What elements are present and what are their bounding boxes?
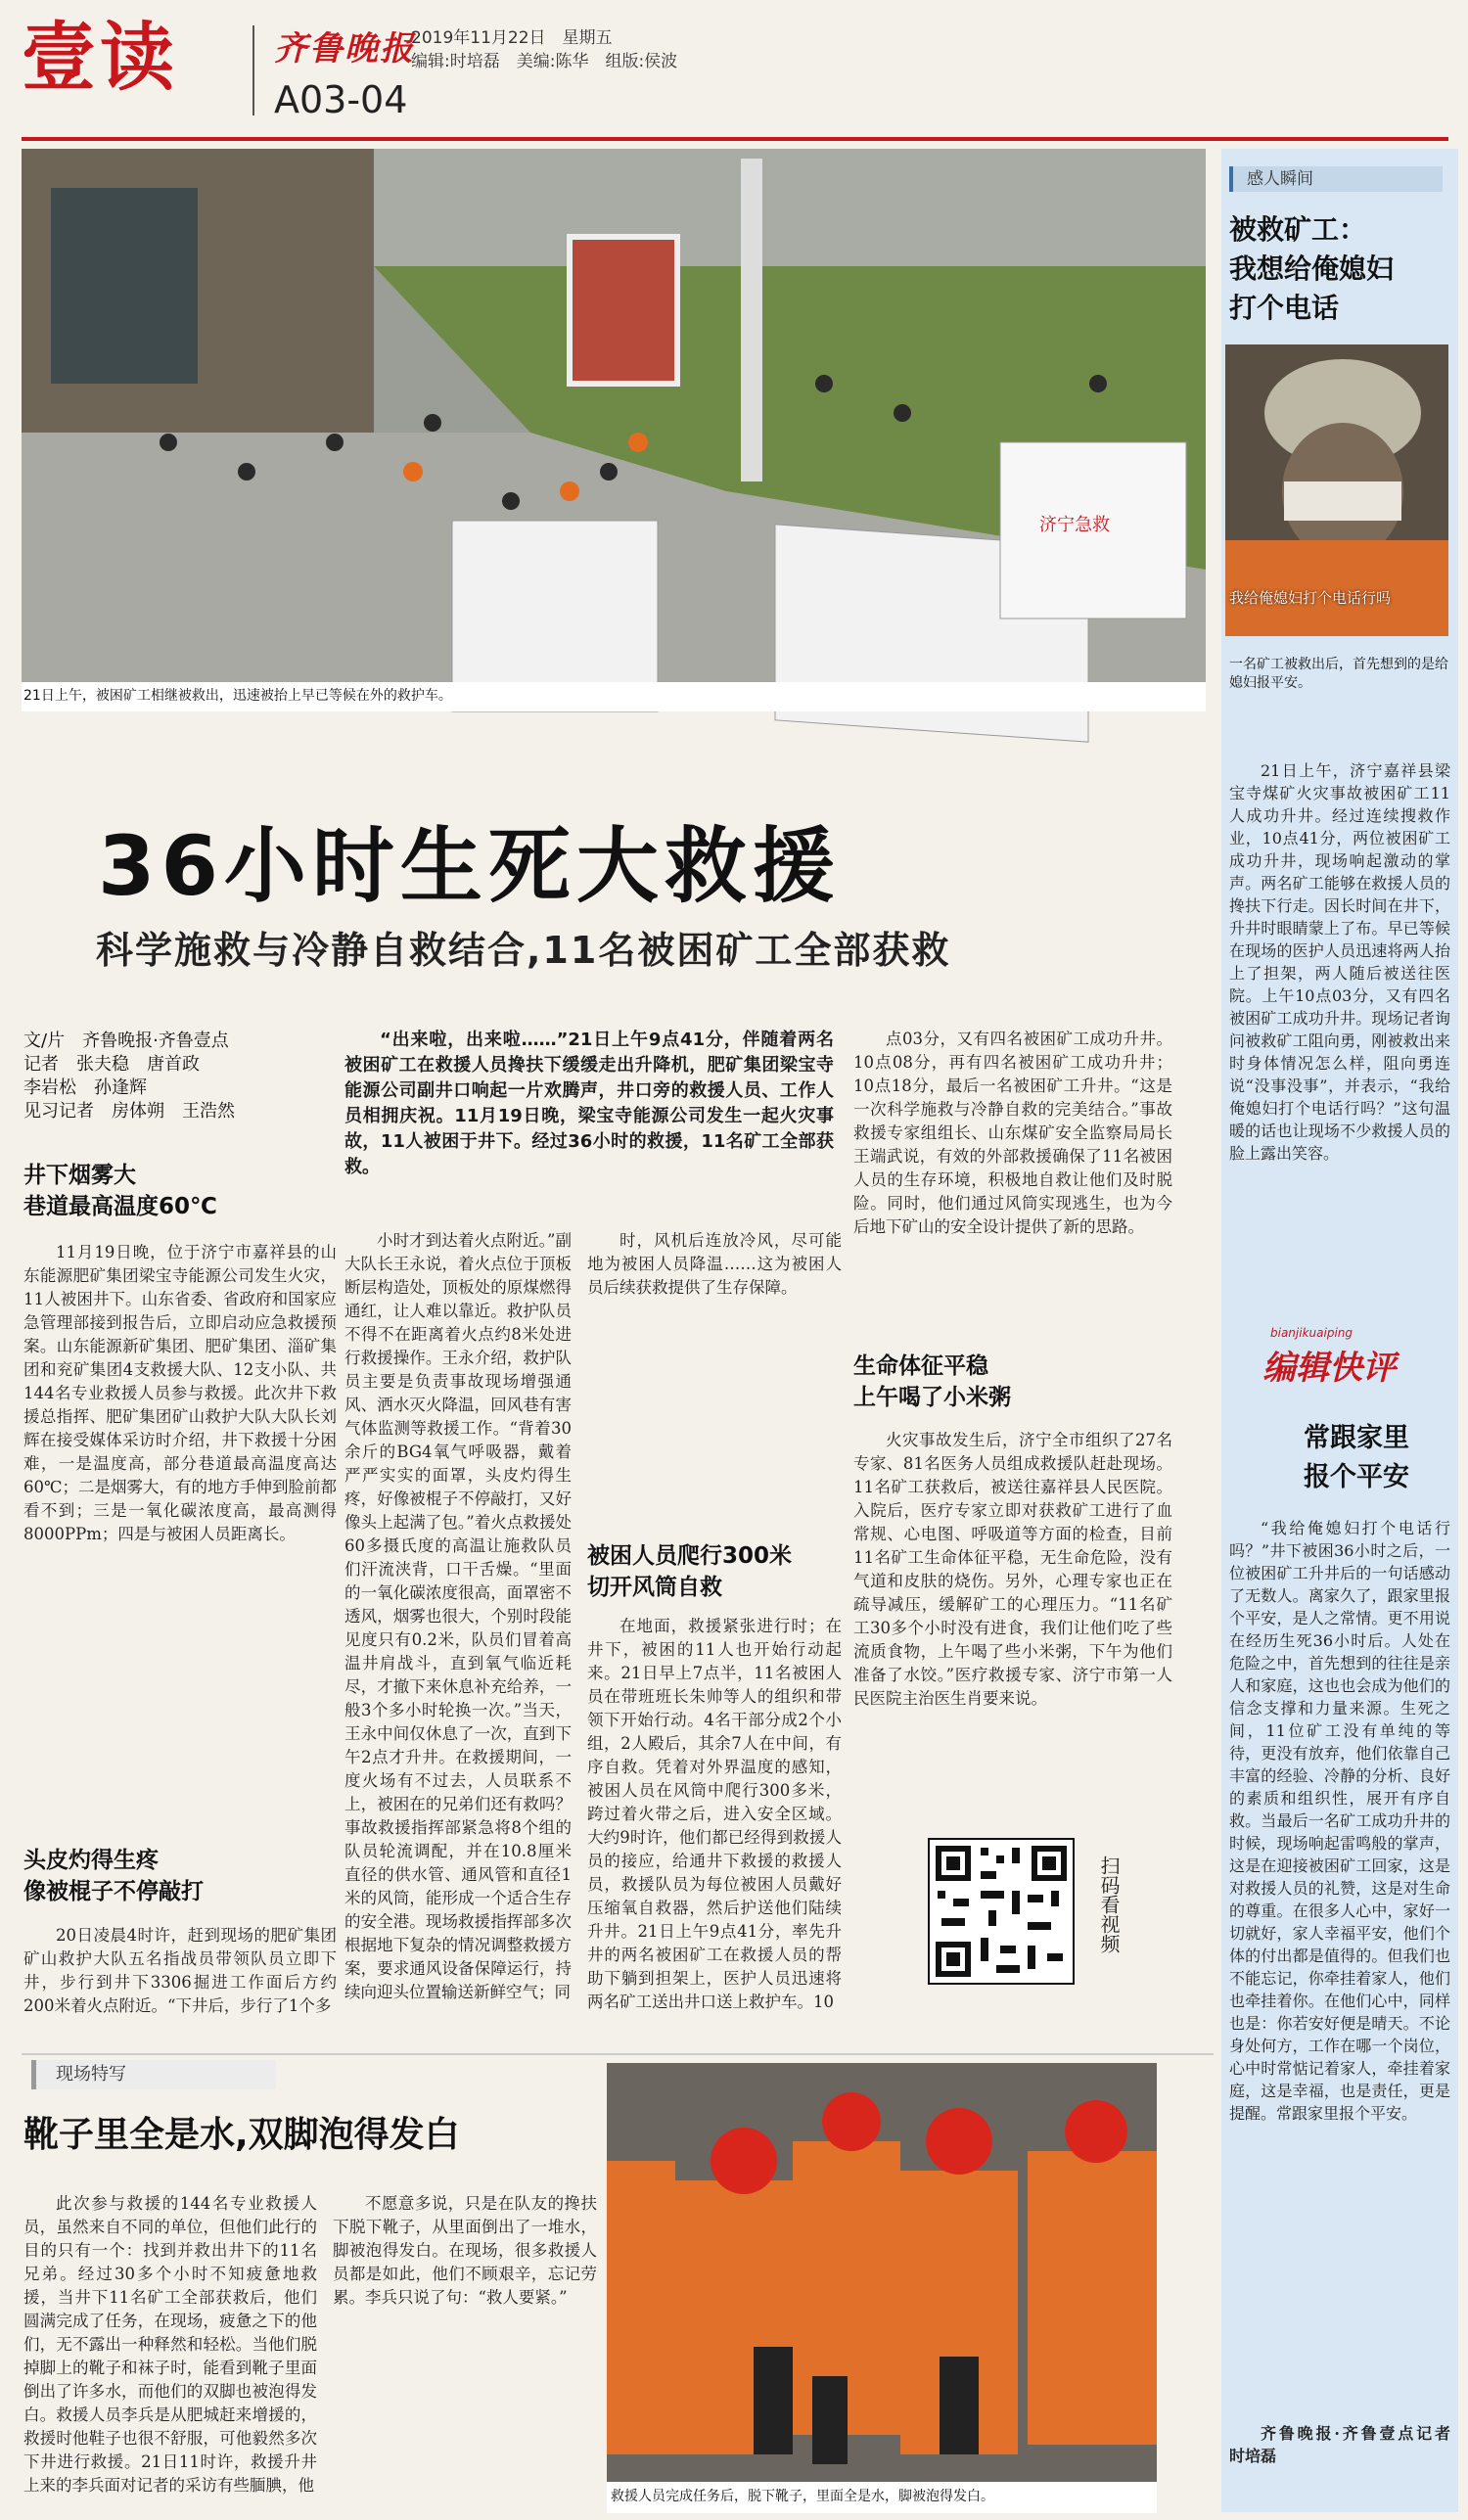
main-headline: 36小时生死大救援 xyxy=(98,818,841,914)
feature-tag: 现场特写 xyxy=(31,2060,276,2089)
page-number: A03-04 xyxy=(274,78,408,121)
feature-heading: 靴子里全是水,双脚泡得发白 xyxy=(23,2115,460,2155)
feature-body-col2: 不愿意多说，只是在队友的搀扶下脱下靴子，从里面倒出了一堆水，脚被泡得发白。在现场，很多救援人员都是如此，他们不顾艰辛，忘记劳累。李兵只说了句：“救人要紧。” xyxy=(333,2194,597,2307)
miner-photo-overlay: 我给俺媳妇打个电话行吗 xyxy=(1229,589,1392,607)
issue-date: 2019年11月22日 星期五 xyxy=(411,28,613,48)
qr-pattern xyxy=(930,1840,1073,1983)
section-body-scalp-col3: 时，风机后连放冷风，尽可能地为被困人员降温……这为被困人员后续获救提供了生存保障。 xyxy=(587,1231,842,1297)
editor-credits: 编辑:时培磊 美编:陈华 组版:侯波 xyxy=(411,52,678,71)
newspaper-logo: 齐鲁晚报 xyxy=(274,29,415,69)
top-photo-caption: 21日上午，被困矿工相继被救出，迅速被抬上早已等候在外的救护车。 xyxy=(23,688,452,704)
feature-photo-caption: 救援人员完成任务后，脱下靴子，里面全是水，脚被泡得发白。 xyxy=(611,2489,994,2504)
sidebar-photo-caption: 一名矿工被救出后，首先想到的是给媳妇报平安。 xyxy=(1229,657,1448,691)
header-rule xyxy=(22,137,1448,141)
section-heading-smoke: 井下烟雾大 巷道最高温度60℃ xyxy=(23,1163,217,1219)
section-body-crawl-col4: 点03分，又有四名被困矿工成功升井。10点08分，再有四名被困矿工成功升井；10点18分，最后一名被困矿工升井。“这是一次科学施救与冷静自救的完美结合。”事故救援专家组组长、山东煤矿安全监察局局长王端武说，有效的外部救援确保了11名被困人员的生存环境，积极地自救让他们及时脱险。同时，他们通过风筒实现逃生，也为今后地下矿山的安全设计提供了新的思路。 xyxy=(853,1030,1172,1236)
section-heading-scalp: 头皮灼得生疼 像被棍子不停敲打 xyxy=(23,1848,204,1904)
sidebar-title: 被救矿工： 我想给俺媳妇 打个电话 xyxy=(1229,213,1395,324)
section-body-crawl: 在地面，救援紧张进行时；在井下，被困的11人也开始行动起来。21日早上7点半，11名被困人员在带班班长朱帅等人的组织和带领下开始行动。4名干部分成2个小组，2人殿后，其余7人在中间，有序自救。凭着对外界温度的感知，被困人员在风筒中爬行300多米，跨过着火带之后，进入安全区域。大约9时许，他们都已经得到救援人员的接应，给通井下救援的救援人员，救援队员为每位被困人员戴好压缩氧自救器，然后护送他们陆续升井。21日上午9点41分，率先升井的两名被困矿工在救援人员的帮助下躺到担架上，医护人员迅速将两名矿工送出井口送上救护车。10 xyxy=(587,1617,842,2011)
ambulance-text: 济宁急救 xyxy=(1039,515,1110,535)
sidebar-body: 21日上午，济宁嘉祥县梁宝寺煤矿火灾事故被困矿工11人成功升井。经过连续搜救作业，10点41分，两位被困矿工成功升井，现场响起激动的掌声。两名矿工能够在救援人员的搀扶下行走。因长时间在井下，升井时眼睛蒙上了布。早已等候在现场的医护人员迅速将两人抬上了担架，两人随后被送往医院。上午10点03分，又有四名被困矿工成功升井。现场记者询问被救矿工阻向勇，刚被救出来时身体情况怎么样，阻向勇连说“没事没事”，并表示，“我给俺媳妇打个电话行吗？”这句温暖的话也让现场不少救援人员的脸上露出笑容。 xyxy=(1229,761,1450,1163)
rescuers-boots-photo xyxy=(607,2063,1157,2513)
comment-logo: 编辑快评 xyxy=(1262,1349,1396,1388)
feature-body-col1: 此次参与救援的144名专业救援人员，虽然来自不同的单位，但他们此行的目的只有一个：找到并救出井下的11名兄弟。经过30多个小时不知疲惫地救援，当井下11名矿工全部获救后，他们圆满完成了任务，在现场，疲惫之下的他们，无不露出一种释然和轻松。当他们脱掉脚上的靴子和袜子时，能看到靴子里面倒出了许多水，而他们的双脚也被泡得发白。救援人员李兵是从肥城赶来增援的，救援时他鞋子也很不舒服，可他毅然多次下井进行救援。21日11时许，救援升井上来的李兵面对记者的采访有些腼腆，他 xyxy=(23,2194,317,2495)
rescue-photo xyxy=(22,149,1206,711)
sub-headline: 科学施救与冷静自救结合,11名被困矿工全部获救 xyxy=(96,929,951,972)
video-qr-code[interactable] xyxy=(928,1838,1075,1985)
section-body-scalp-col1: 20日凌晨4时许，赶到现场的肥矿集团矿山救护大队五名指战员带领队员立即下井，步行到井下3306掘进工作面后方约200米着火点附近。“下井后，步行了1个多 xyxy=(23,1926,337,2015)
section-heading-vitals: 生命体征平稳 上午喝了小米粥 xyxy=(853,1353,1011,1410)
qr-label: 扫码看视频 xyxy=(1097,1856,1121,1953)
section-body-vitals: 火灾事故发生后，济宁全市组织了27名专家、81名医务人员组成救援队赶赴现场。11名矿工获救后，被送往嘉祥县人民医院。入院后，医疗专家立即对获救矿工进行了血常规、心电图、呼吸道等方面的检查，目前11名矿工生命体征平稳，无生命危险，没有气道和皮肤的烧伤。另外，心理专家也正在疏导减压，缓解矿工的心理压力。“11名矿工30多个小时没有进食，我们让他们吃了些流质食物，上午喝了些小米粥，下午为他们准备了水饺。”医疗救援专家、济宁市第一人民医院主治医生肖要来说。 xyxy=(853,1431,1172,1708)
rescue-scene-illustration xyxy=(22,149,1206,711)
byline: 文/片 齐鲁晚报·齐鲁壹点 记者 张夫稳 唐首政 李岩松 孙逢辉 见习记者 房体朔 王浩然 xyxy=(23,1031,235,1122)
comment-pinyin: bianjikuaiping xyxy=(1270,1326,1353,1340)
section-body-scalp-col2: 小时才到达着火点附近。”副大队长王永说，着火点位于顶板断层构造处，顶板处的原煤燃得通红，让人难以靠近。救护队员不得不在距离着火点约8米处进行救援操作。王永介绍，救护队员主要是负责事故现场增强通风、洒水灭火降温，回风巷有害气体监测等救援工作。“背着30余斤的BG4氧气呼吸器，戴着严严实实的面罩，头皮灼得生疼，好像被棍子不停敲打，又好像头上起满了包。”着火点救援处60多摄氏度的高温让施救队员们汗流浃背，口干舌燥。“里面的一氧化碳浓度很高，面罩密不透风，烟雾也很大，个别时段能见度只有0.2米，队员们冒着高温井肩战斗，直到氧气临近耗尽，才撤下来休息补充给养，一般3个多小时轮换一次。”当天，王永中间仅休息了一次，直到下午2点才升井。在救援期间，一度火场有不过去，人员联系不上，被困在的兄弟们还有救吗？事故救援指挥部紧急将8个组的队员轮流调配，并在10.8厘米直径的供水管、通风管和直径1米的风筒，能形成一个适合生存的安全港。现场救援指挥部多次根据地下复杂的情况调整救援方案，要求通风设备保障运行，持续向迎头位置输送新鲜空气；同 xyxy=(344,1231,572,2001)
section-heading-crawl: 被困人员爬行300米 切开风筒自救 xyxy=(587,1543,793,1600)
sidebar-tag: 感人瞬间 xyxy=(1229,166,1443,192)
lead-paragraph: “出来啦，出来啦……”21日上午9点41分，伴随着两名被困矿工在救援人员搀扶下缓缓走出升降机，肥矿集团梁宝寺能源公司副井口响起一片欢腾声，井口旁的救援人员、工作人员相拥庆祝。11月19日晚，梁宝寺能源公司发生一起火灾事故，11人被困于井下。经过36小时的救援，11名矿工全部获救。 xyxy=(344,1030,834,1177)
header-divider xyxy=(252,25,254,115)
rescuers-illustration xyxy=(607,2063,1157,2513)
comment-author: 齐鲁晚报·齐鲁壹点记者 时培磊 xyxy=(1229,2424,1467,2465)
column-title: 壹读 xyxy=(22,14,178,101)
section-body-smoke: 11月19日晚，位于济宁市嘉祥县的山东能源肥矿集团梁宝寺能源公司发生火灾，11人被困井下。山东省委、省政府和国家应急管理部接到报告后，立即启动应急救援预案。山东能源新矿集团、肥矿集团、淄矿集团和兖矿集团4支救援大队、12支小队、共144名专业救援人员参与救援。此次井下救援总指挥、肥矿集团矿山救护大队大队长刘辉在接受媒体采访时介绍，井下救援十分困难，一是温度高，部分巷道最高温度高达60℃；二是烟雾大，有的地方手伸到脸前都看不到；三是一氧化碳浓度高，最高测得8000PPm；四是与被困人员距离长。 xyxy=(23,1243,337,1543)
comment-title: 常跟家里 报个平安 xyxy=(1304,1423,1409,1492)
comment-body: “我给俺媳妇打个电话行吗？”井下被困36小时之后，一位被困矿工升井后的一句话感动了无数人。离家久了，跟家里报个平安，是人之常情。更不用说在经历生死36小时后。人处在危险之中，首先想到的往往是亲人和家庭，这也也会成为他们的信念支撑和力量来源。生死之间，11位矿工没有单纯的等待，更没有放弃，他们依靠自己丰富的经验、冷静的分析、良好的素质和组织性，展开有序自救。当最后一名矿工成功升井的时候，现场响起雷鸣般的掌声，这是在迎接被困矿工回家，这是对救援人员的礼赞，这是对生命的尊重。在很多人心中，家好一切就好，家人幸福平安，他们个体的付出都是值得的。但我们也不能忘记，你牵挂着家人，他们也牵挂着你。在他们心中，同样也是：你若安好便是晴天。不论身处何方，工作在哪一个岗位，心中时常惦记着家人，牵挂着家庭，这是幸福，也是责任，更是提醒。常跟家里报个平安。 xyxy=(1229,1519,1450,2123)
